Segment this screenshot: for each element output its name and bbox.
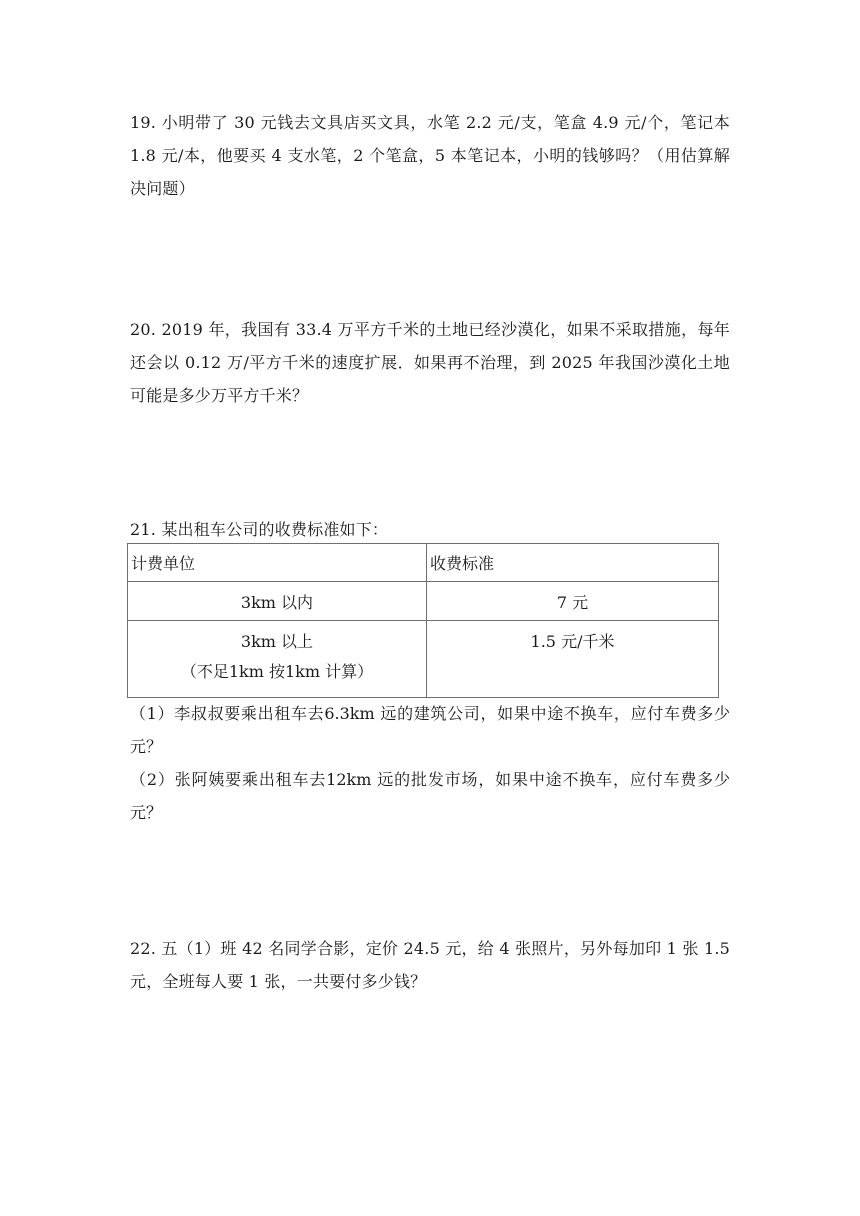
question-19: 19. 小明带了 30 元钱去文具店买文具，水笔 2.2 元/支，笔盒 4.9 元/个，笔记本 1.8 元/本，他要买 4 支水笔，2 个笔盒，5 本笔记本，小明的钱够吗？（用估算解决问题） [130,113,730,198]
question-22: 22. 五（1）班 42 名同学合影，定价 24.5 元，给 4 张照片，另外每加印 1 张 1.5 元，全班每人要 1 张，一共要付多少钱？ [130,939,730,991]
fee-table-cell-fee: 1.5 元/千米 [427,621,719,698]
question-21-part-1: （1）李叔叔要乘出租车去6.3km 远的建筑公司，如果中途不换车，应付车费多少元？ [130,704,730,756]
fee-table-unit-line1: 3km 以上 [240,632,314,651]
fee-table-header-unit: 计费单位 [128,544,427,582]
fee-table-cell-fee: 7 元 [427,582,719,621]
fee-table-header-standard: 收费标准 [427,544,719,582]
question-20: 20. 2019 年，我国有 33.4 万平方千米的土地已经沙漠化，如果不采取措施，每年还会以 0.12 万/平方千米的速度扩展．如果再不治理，到 2025 年我国沙漠化土地可能是多少万平方千米？ [130,320,730,405]
fee-table-header-row [128,544,719,582]
question-21-title: 21. 某出租车公司的收费标准如下： [130,520,389,539]
fee-table-cell-unit: 3km 以内 [128,582,427,621]
fee-table-row [128,582,719,621]
fee-table-unit-line2: （不足1km 按1km 计算） [180,662,374,681]
fee-table [127,543,719,698]
fee-table-cell-unit [128,621,427,698]
question-21-part-2: （2）张阿姨要乘出租车去12km 远的批发市场，如果中途不换车，应付车费多少元？ [130,770,730,822]
fee-table-row [128,621,719,698]
